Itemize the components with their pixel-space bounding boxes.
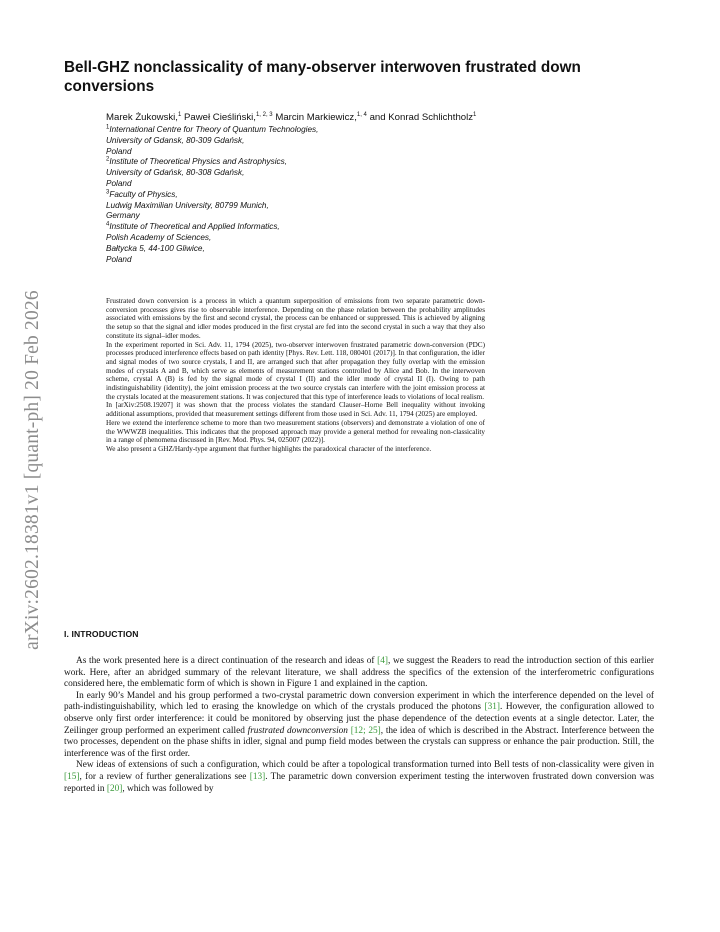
affiliation-text: Poland: [106, 254, 132, 264]
affiliation-text: Faculty of Physics,: [109, 189, 178, 199]
abstract-paragraph: In [arXiv:2508.19207] it was shown that the process violates the standard Clauser–Horne Bell inequality without invoking additional assumptions, provided that measurement settings different from those used in Sci. Adv. 11, 1794 (2025) are employed.: [106, 401, 485, 419]
affiliation-text: Germany: [106, 211, 140, 221]
arxiv-identifier: arXiv:2602.18381v1 [quant-ph] 20 Feb 2026: [22, 290, 43, 650]
affiliation-marker: 4: [106, 221, 110, 228]
affiliation-marker: 1: [106, 124, 110, 131]
paragraph-text: New ideas of extensions of such a configuration, which could be after a topological transformation turned into Bell tests of non-classicality were given in: [76, 760, 654, 771]
abstract-paragraph: We also present a GHZ/Hardy-type argument that further highlights the paradoxical character of the interference.: [106, 444, 432, 453]
affiliation-line: [106, 255, 526, 266]
affiliation-line: [106, 222, 526, 233]
author-name: and Konrad Schlichtholz: [366, 112, 474, 123]
paper-title: Bell-GHZ nonclassicality of many-observer interwoven frustrated down conversions: [64, 59, 581, 95]
emphasized-text: frustrated downconversion: [247, 725, 348, 736]
citation-link[interactable]: [31]: [484, 702, 500, 713]
paragraph-text: , for a review of further generalizations see: [79, 771, 250, 782]
abstract-paragraph: Here we extend the interference scheme to more than two measurement stations (observers) and demonstrate a violation of one of the WWWZB inequalities. This indicates that the proposed approach may provide a general method for revealing non-classicality in a range of phenomena discussed in [Rev. Mod. Phys. 94, 025007 (2022)].: [106, 418, 485, 445]
citation-link[interactable]: [20]: [106, 783, 123, 794]
affiliation-text: International Centre for Theory of Quantum Technologies,: [109, 125, 319, 134]
affiliation-line: [106, 157, 526, 168]
citation-link[interactable]: [12; 25]: [350, 725, 381, 736]
affiliation-text: University of Gdansk, 80-309 Gdańsk,: [106, 135, 245, 145]
affiliation-line: [106, 190, 526, 201]
affiliation-marker: 2: [106, 156, 110, 163]
body-paragraph: [64, 760, 654, 795]
affiliation-line: [106, 179, 526, 190]
citation-link[interactable]: [13]: [249, 771, 266, 782]
arxiv-sidebar: [4, 245, 62, 695]
affiliation-text: Institute of Theoretical Physics and Astrophysics,: [109, 157, 287, 167]
author-list: [106, 112, 626, 124]
section-heading: I. INTRODUCTION: [64, 629, 139, 639]
author-name: Paweł Cieśliński,: [181, 112, 256, 123]
affiliation-text: Institute of Theoretical and Applied Informatics,: [109, 222, 280, 232]
affiliation-text: University of Gdańsk, 80-308 Gdańsk,: [106, 168, 245, 178]
abstract: [106, 297, 485, 454]
body-paragraph: [64, 656, 654, 691]
body-paragraph: [64, 691, 654, 761]
affiliation-line: [106, 201, 526, 212]
body-text: [64, 656, 654, 795]
paragraph-text: , which was followed by: [122, 783, 214, 794]
affiliation-text: Ludwig Maximilian University, 80799 Munich,: [106, 200, 269, 210]
affiliation-line: [106, 233, 526, 244]
affiliation-marker: 1: [473, 111, 477, 118]
affiliation-list: [106, 125, 526, 265]
paragraph-text: In early 90’s Mandel and his group performed a two-crystal parametric down conversion experiment in which the interference depended on the level of path-indistinguishability, which led to erasing the knowledge on which of the crystals produced the photons: [64, 690, 654, 713]
abstract-paragraph: In the experiment reported in Sci. Adv. 11, 1794 (2025), two-observer interwoven frustrated parametric down-conversion (PDC) processes produced interference effects based on path identity [Phys. Rev. Lett. 118, 080401 (2017)]. In that configuration, the idler and signal modes of two source crystals, I and II, are arranged such that after propagation they fully overlap with the emission modes of crystals A and B, which serve as elements of measurement stations controlled by Alice and Bob. In the interwoven scheme, crystal A (B) is fed by the signal mode of crystal I (II) and the idler mode of crystal II (I). Owing to path indistinguishability (identity), the joint emission process at the two source crystals can interfere with the joint emission process at the crystals located at the measurement stations. It was conjectured that this type of interference leads to violations of local realism.: [106, 340, 485, 401]
paragraph-text: , we suggest the Readers to read the introduction section of this earlier work. Here, after an abridged summary of the relevant literature, we shall address the specifics of the extension of the interferometric configurations considered here, the emblematic form of which is shown in Figure 1 and explained in the caption.: [64, 656, 654, 690]
citation-link[interactable]: [4]: [377, 656, 388, 666]
paragraph-text: . The parametric down conversion experiment testing the interwoven frustrated down conversion was reported in: [64, 771, 654, 794]
abstract-paragraph: Frustrated down conversion is a process in which a quantum superposition of emissions from two separate parametric down-conversion processes gives rise to observable interference. Depending on the phase relation between the probability amplitudes associated with emissions by the first and second crystal, the process can be enhanced or suppressed. This is achieved by aligning the setup so that the signal and idler modes produced in the first crystal are fed into the second crystal in such a way that they also constitute its signal–idler modes.: [106, 297, 485, 340]
affiliation-marker: 1: [177, 111, 182, 118]
paragraph-text: , the idea of which is described in the Abstract. Interference between the two processes, dependent on the phase shifts in idler, signal and pump field modes between the crystals can suppress or enhance the pair production. Still, the interference was of the first order.: [64, 725, 655, 759]
paragraph-text: As the work presented here is a direct continuation of the research and ideas of: [76, 656, 378, 666]
affiliation-marker: 1, 2, 3: [255, 111, 273, 118]
affiliation-text: Polish Academy of Sciences,: [106, 232, 212, 242]
affiliation-line: [106, 211, 526, 222]
paragraph-text: . However, the configuration allowed to observe only first order interference: it could be monitored by observing just the phase dependence of the detection events at a single detector. Later, the Zeilinger group performed an experiment called: [64, 702, 655, 736]
affiliation-line: [106, 125, 526, 136]
citation-link[interactable]: [15]: [64, 771, 80, 782]
affiliation-line: [106, 168, 526, 179]
affiliation-marker: 1, 4: [356, 111, 367, 118]
affiliation-text: Poland: [106, 146, 132, 156]
affiliation-line: [106, 244, 526, 255]
affiliation-text: Poland: [106, 178, 132, 188]
author-name: Marek Żukowski,: [106, 112, 178, 123]
affiliation-text: Bałtycka 5, 44-100 Gliwice,: [106, 243, 205, 253]
affiliation-line: [106, 147, 526, 158]
author-name: Marcin Markiewicz,: [272, 112, 357, 123]
affiliation-line: [106, 136, 526, 147]
affiliation-marker: 3: [106, 189, 110, 196]
